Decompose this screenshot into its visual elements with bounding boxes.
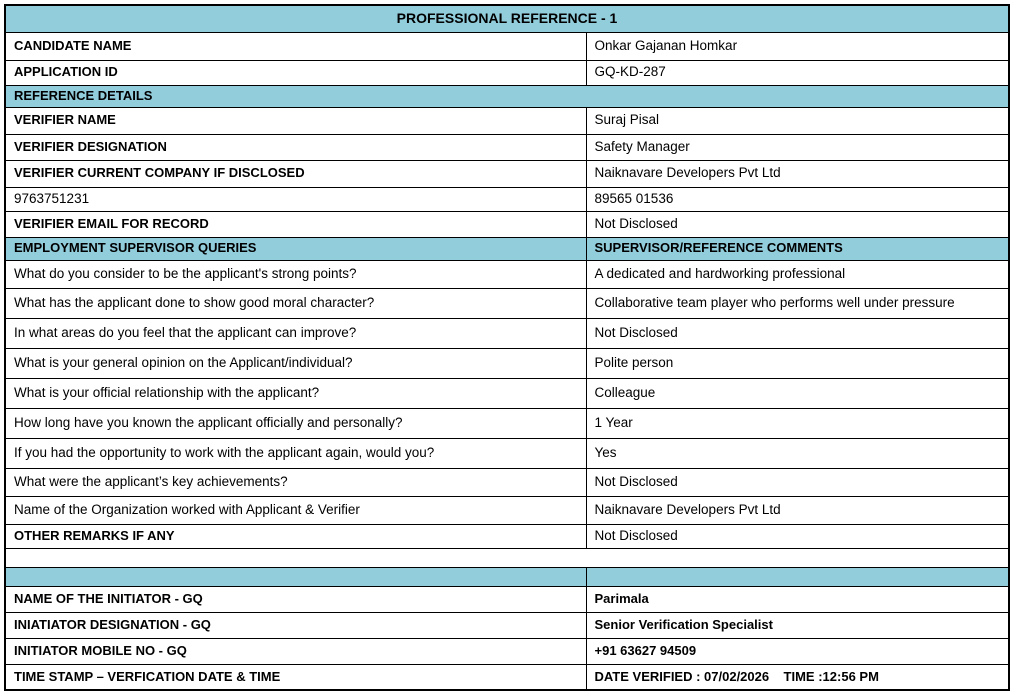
candidate-name-label: CANDIDATE NAME [5,32,586,60]
question-cell: If you had the opportunity to work with the applicant again, would you? [5,438,586,468]
comment-cell: Not Disclosed [586,468,1009,496]
application-id-label: APPLICATION ID [5,60,586,85]
verifier-email-value: Not Disclosed [586,211,1009,237]
timestamp-value: DATE VERIFIED : 07/02/2026 TIME :12:56 PM [586,664,1009,690]
comment-cell: Collaborative team player who performs well under pressure [586,288,1009,318]
queries-column-header: EMPLOYMENT SUPERVISOR QUERIES [5,237,586,260]
verifier-name-label: VERIFIER NAME [5,107,586,134]
spacer-row-white [5,548,1009,567]
other-remarks-label: OTHER REMARKS IF ANY [5,524,586,548]
comment-cell: 1 Year [586,408,1009,438]
comment-cell: Naiknavare Developers Pvt Ltd [586,496,1009,524]
verifier-phone-primary: 9763751231 [5,187,586,211]
comments-column-header: SUPERVISOR/REFERENCE COMMENTS [586,237,1009,260]
initiator-mobile-label: INITIATOR MOBILE NO - GQ [5,638,586,664]
initiator-designation-label: INIATIATOR DESIGNATION - GQ [5,612,586,638]
initiator-name-value: Parimala [586,586,1009,612]
comment-cell: Polite person [586,348,1009,378]
other-remarks-value: Not Disclosed [586,524,1009,548]
question-cell: What has the applicant done to show good moral character? [5,288,586,318]
spacer-row-blue-right [586,567,1009,586]
initiator-designation-value: Senior Verification Specialist [586,612,1009,638]
question-cell: What is your general opinion on the Applicant/individual? [5,348,586,378]
reference-details-section-header: REFERENCE DETAILS [5,85,1009,107]
candidate-name-value: Onkar Gajanan Homkar [586,32,1009,60]
question-cell: What do you consider to be the applicant's strong points? [5,260,586,288]
question-cell: What were the applicant’s key achievements? [5,468,586,496]
spacer-row-blue-left [5,567,586,586]
initiator-mobile-value: +91 63627 94509 [586,638,1009,664]
verifier-email-label: VERIFIER EMAIL FOR RECORD [5,211,586,237]
verifier-company-label: VERIFIER CURRENT COMPANY IF DISCLOSED [5,160,586,187]
verifier-designation-label: VERIFIER DESIGNATION [5,134,586,160]
verifier-company-value: Naiknavare Developers Pvt Ltd [586,160,1009,187]
comment-cell: A dedicated and hardworking professional [586,260,1009,288]
verifier-name-value: Suraj Pisal [586,107,1009,134]
initiator-name-label: NAME OF THE INITIATOR - GQ [5,586,586,612]
question-cell: In what areas do you feel that the applicant can improve? [5,318,586,348]
comment-cell: Not Disclosed [586,318,1009,348]
verifier-designation-value: Safety Manager [586,134,1009,160]
timestamp-label: TIME STAMP – VERFICATION DATE & TIME [5,664,586,690]
comment-cell: Colleague [586,378,1009,408]
question-cell: Name of the Organization worked with Applicant & Verifier [5,496,586,524]
professional-reference-table [4,4,1010,691]
question-cell: What is your official relationship with the applicant? [5,378,586,408]
application-id-value: GQ-KD-287 [586,60,1009,85]
question-cell: How long have you known the applicant officially and personally? [5,408,586,438]
table-title: PROFESSIONAL REFERENCE - 1 [5,5,1009,32]
verifier-phone-secondary: 89565 01536 [586,187,1009,211]
comment-cell: Yes [586,438,1009,468]
